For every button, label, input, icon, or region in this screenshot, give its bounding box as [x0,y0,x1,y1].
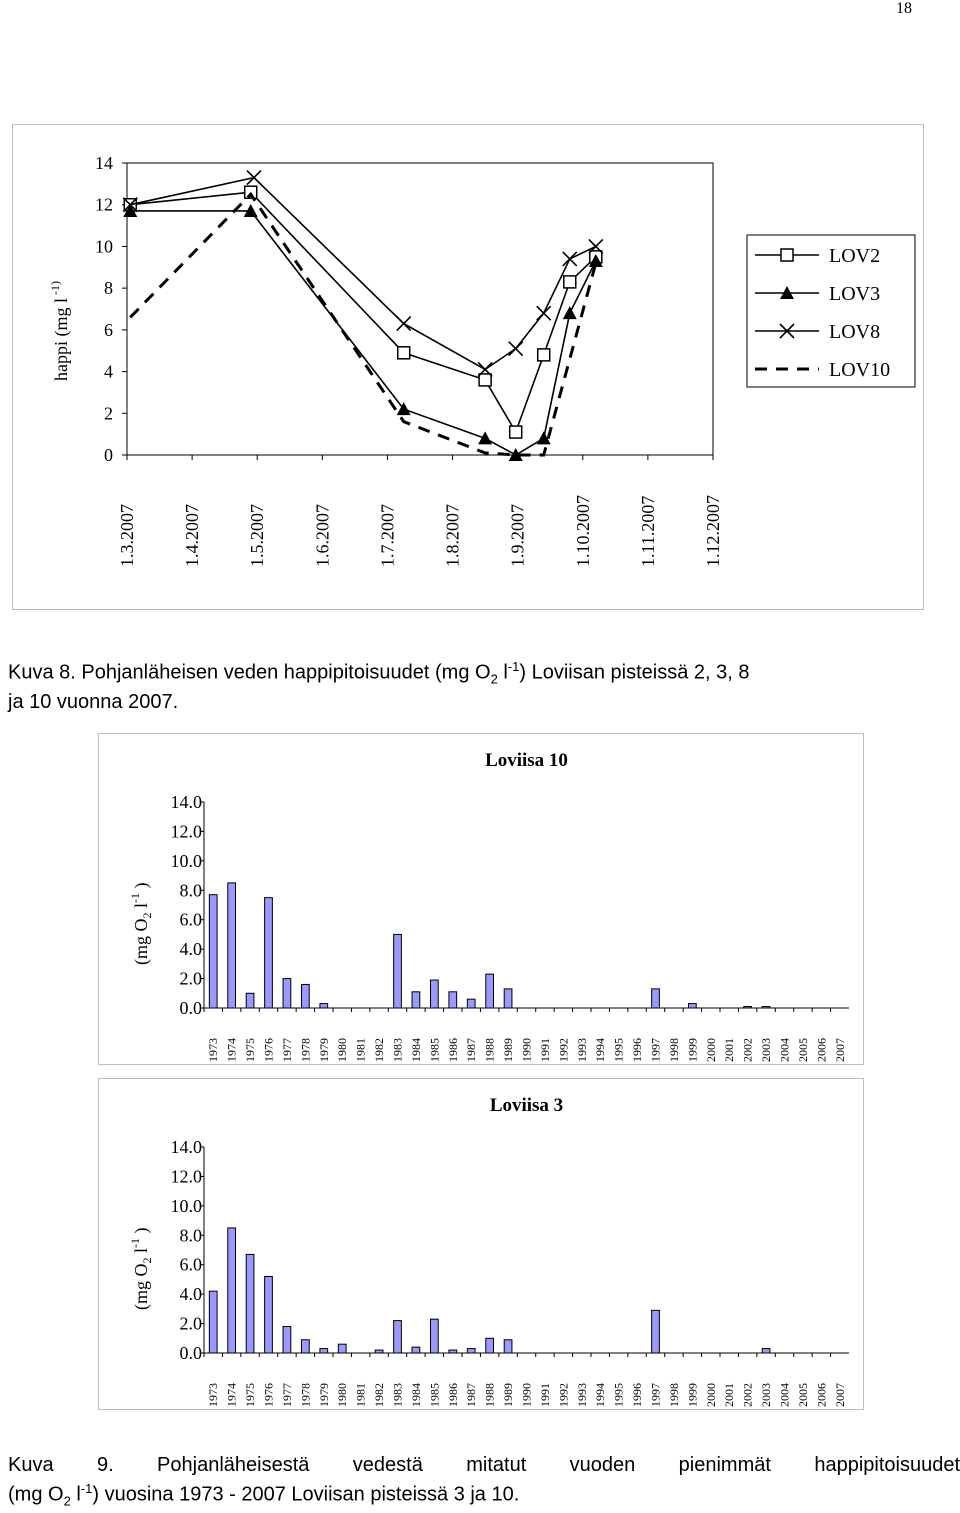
legend-label-lov3: LOV3 [829,283,881,305]
kuva9-caption-sub: 2 [63,1493,71,1509]
x-tick-label: 1.6.2007 [312,504,333,567]
x-tick-label: 2006 [814,1038,829,1062]
x-tick-label: 1982 [372,1383,387,1407]
x-tick-label: 1987 [464,1038,479,1062]
x-tick-label: 1997 [648,1038,663,1062]
bar [301,984,309,1008]
y-tick-label: 10.0 [170,850,202,871]
y-tick-label: 14.0 [170,792,202,812]
page-number: 18 [896,0,912,17]
bar [209,895,217,1008]
data-point-lov2 [479,374,491,386]
x-tick-label: 1992 [556,1383,571,1407]
x-tick-label: 1976 [261,1038,276,1062]
chart-title: Loviisa 3 [489,1095,564,1116]
x-tick-label: 1989 [501,1038,516,1062]
bar [228,1228,236,1353]
x-tick-label: 1985 [427,1383,442,1407]
x-tick-label: 1988 [482,1038,497,1062]
data-point-lov8 [397,317,411,331]
x-tick-label: 1991 [537,1038,552,1062]
x-tick-label: 1989 [501,1383,516,1407]
x-tick-label: 1996 [630,1383,645,1407]
kuva8-caption-prefix: Kuva 8. Pohjanläheisen veden happipitoisuudet (mg O [8,661,491,684]
y-tick-label: 6 [104,319,113,340]
chart-title: Loviisa 10 [485,750,568,771]
x-tick-label: 2005 [795,1383,810,1407]
series-line-lov2 [130,192,596,432]
y-tick-label: 8.0 [179,880,202,901]
x-tick-label: 2007 [832,1383,847,1407]
x-tick-label: 1994 [593,1383,608,1407]
legend [747,235,915,387]
x-tick-label: 1986 [445,1383,460,1407]
series-line-lov3 [130,211,596,455]
legend-label-lov10: LOV10 [829,359,891,381]
x-tick-label: 1999 [685,1383,700,1407]
bar [430,980,438,1008]
kuva9-caption-mid: l [70,1483,81,1506]
bar-chart-loviisa3-frame [98,1078,864,1410]
y-tick-label: 14.0 [170,1137,202,1157]
y-tick-label: 0.0 [179,998,202,1018]
y-tick-label: 12.0 [170,1166,202,1187]
series-line-lov10 [130,194,596,455]
bar [762,1007,770,1008]
x-tick-label: 1.4.2007 [182,504,203,567]
series-lov8 [123,171,603,377]
y-tick-label: 4.0 [179,1284,202,1305]
bar-chart-loviisa3 [99,1079,863,1409]
x-tick-label: 1980 [335,1038,350,1062]
y-tick-label: 12 [95,194,113,215]
x-tick-label: 2000 [703,1383,718,1407]
data-point-lov3 [563,306,577,319]
x-tick-label: 1987 [464,1383,479,1407]
bar [301,1340,309,1353]
y-tick-label: 10.0 [170,1195,202,1216]
bar [246,1254,254,1353]
y-tick-label: 8 [104,278,113,299]
series-lov3 [123,204,603,461]
x-tick-label: 1976 [261,1383,276,1407]
y-tick-label: 10 [95,236,113,257]
bar [430,1319,438,1353]
bar [652,1310,660,1353]
x-tick-label: 1983 [390,1038,405,1062]
y-axis-label: (mg $O_2$ $l^{-1}$ ) [128,882,154,965]
bar [467,1349,475,1353]
y-tick-label: 12.0 [170,821,202,842]
series-lov2 [124,186,602,438]
y-tick-label: 0 [104,445,113,465]
x-tick-label: 1.7.2007 [377,504,398,567]
x-tick-label: 2004 [777,1038,792,1062]
x-tick-label: 1978 [298,1383,313,1407]
x-tick-label: 1979 [316,1383,331,1407]
x-tick-label: 1986 [445,1038,460,1062]
bar [320,1004,328,1008]
y-tick-label: 2.0 [179,968,202,989]
bar [504,989,512,1008]
x-tick-label: 1975 [243,1383,258,1407]
bar [265,1276,273,1353]
bar [652,989,660,1008]
bar [283,979,291,1008]
x-tick-label: 1996 [630,1038,645,1062]
bar [449,1350,457,1353]
y-tick-label: 6.0 [179,909,202,930]
legend-marker-lov2 [781,249,793,261]
data-point-lov8 [563,252,577,266]
data-point-lov2 [398,347,410,359]
bar [338,1344,346,1353]
x-tick-label: 1977 [279,1038,294,1062]
x-tick-label: 2001 [722,1383,737,1407]
x-tick-label: 1.12.2007 [703,495,723,567]
x-tick-label: 1990 [519,1383,534,1407]
bar [467,999,475,1008]
bar [412,1347,420,1353]
x-tick-label: 2003 [759,1383,774,1407]
x-tick-label: 1991 [537,1383,552,1407]
kuva8-caption-sup: -1 [507,659,520,674]
bar [320,1349,328,1353]
x-tick-label: 1993 [574,1038,589,1062]
x-tick-label: 2003 [759,1038,774,1062]
x-tick-label: 1.9.2007 [507,504,528,567]
y-axis-label: (mg $O_2$ $l^{-1}$ ) [128,1227,154,1310]
x-tick-label: 1993 [574,1383,589,1407]
x-tick-label: 1.5.2007 [247,504,268,567]
y-tick-label: 4 [104,361,113,382]
y-tick-label: 14 [95,153,113,173]
x-tick-label: 1978 [298,1038,313,1062]
bar [504,1340,512,1353]
y-tick-label: 6.0 [179,1254,202,1275]
bar [375,1350,383,1353]
x-tick-label: 2000 [703,1038,718,1062]
x-tick-label: 1981 [353,1038,368,1062]
y-axis-label: happi (mg l $^{-1)}$ [48,281,71,381]
x-tick-label: 2005 [795,1038,810,1062]
x-tick-label: 2001 [722,1038,737,1062]
x-tick-label: 2007 [832,1038,847,1062]
kuva9-caption-prefix: (mg O [8,1483,64,1506]
bar [762,1349,770,1353]
bar [228,883,236,1008]
y-tick-label: 2.0 [179,1313,202,1334]
bar [449,992,457,1008]
bar [209,1291,217,1353]
x-tick-label: 1977 [279,1383,294,1407]
x-tick-label: 1985 [427,1038,442,1062]
bar [246,993,254,1008]
data-point-lov8 [247,171,261,185]
x-tick-label: 2006 [814,1383,829,1407]
x-tick-label: 1998 [666,1038,681,1062]
series-line-lov8 [130,178,596,370]
x-tick-label: 1981 [353,1383,368,1407]
x-tick-label: 1973 [206,1038,221,1062]
bar [744,1007,752,1008]
y-tick-label: 8.0 [179,1225,202,1246]
x-tick-label: 1980 [335,1383,350,1407]
kuva9-caption-sup: -1 [80,1481,93,1496]
x-tick-label: 1990 [519,1038,534,1062]
kuva8-caption-sub: 2 [490,671,498,687]
y-tick-label: 4.0 [179,939,202,960]
bar [394,1321,402,1353]
plot-area [127,163,713,455]
x-tick-label: 1982 [372,1038,387,1062]
bar-chart-loviisa10-frame [98,733,864,1065]
kuva9-caption [8,1454,960,1513]
data-point-lov2 [564,276,576,288]
line-chart [13,125,923,609]
x-tick-label: 1.3.2007 [117,504,137,567]
x-tick-label: 1974 [224,1038,239,1062]
bar [394,934,402,1008]
x-tick-label: 1.8.2007 [442,504,463,567]
data-point-lov2 [538,349,550,361]
series-lov10 [130,194,596,455]
x-tick-label: 1.10.2007 [572,495,593,567]
kuva8-caption-suffix: ) Loviisan pisteissä 2, 3, 8 [519,661,750,684]
x-tick-label: 1984 [408,1038,423,1062]
kuva8-caption [8,655,958,714]
kuva8-caption-mid: l [497,661,508,684]
bar [486,1338,494,1353]
bar [486,974,494,1008]
x-tick-label: 1973 [206,1383,221,1407]
legend-label-lov8: LOV8 [829,321,881,343]
x-tick-label: 1992 [556,1038,571,1062]
line-chart-frame [12,124,924,610]
y-tick-label: 2 [104,403,113,424]
x-tick-label: 2002 [740,1383,755,1407]
bar [265,898,273,1008]
kuva8-caption-line2: ja 10 vuonna 2007. [8,690,179,713]
data-point-lov8 [537,306,551,320]
x-tick-label: 1979 [316,1038,331,1062]
x-tick-label: 1984 [408,1383,423,1407]
x-tick-label: 1994 [593,1038,608,1062]
x-tick-label: 1997 [648,1383,663,1407]
x-tick-label: 2004 [777,1383,792,1407]
bar-chart-loviisa10 [99,734,863,1064]
kuva9-caption-line1: Kuva 9. Pohjanläheisestä vedestä mitatut vuoden pienimmät happipitoisuudet [8,1454,960,1476]
x-tick-label: 1999 [685,1038,700,1062]
kuva9-caption-suffix: ) vuosina 1973 - 2007 Loviisan pisteissä 3 ja 10. [92,1483,520,1506]
x-tick-label: 1983 [390,1383,405,1407]
x-tick-label: 1995 [611,1383,626,1407]
data-point-lov8 [509,342,523,356]
bar [283,1327,291,1353]
data-point-lov3 [478,431,492,444]
bar [688,1004,696,1008]
x-tick-label: 1974 [224,1383,239,1407]
y-tick-label: 0.0 [179,1343,202,1363]
x-tick-label: 1975 [243,1038,258,1062]
legend-label-lov2: LOV2 [829,245,881,267]
data-point-lov2 [510,426,522,438]
x-tick-label: 1.11.2007 [637,495,658,567]
x-tick-label: 1988 [482,1383,497,1407]
x-tick-label: 2002 [740,1038,755,1062]
bar [412,992,420,1008]
x-tick-label: 1998 [666,1383,681,1407]
x-tick-label: 1995 [611,1038,626,1062]
